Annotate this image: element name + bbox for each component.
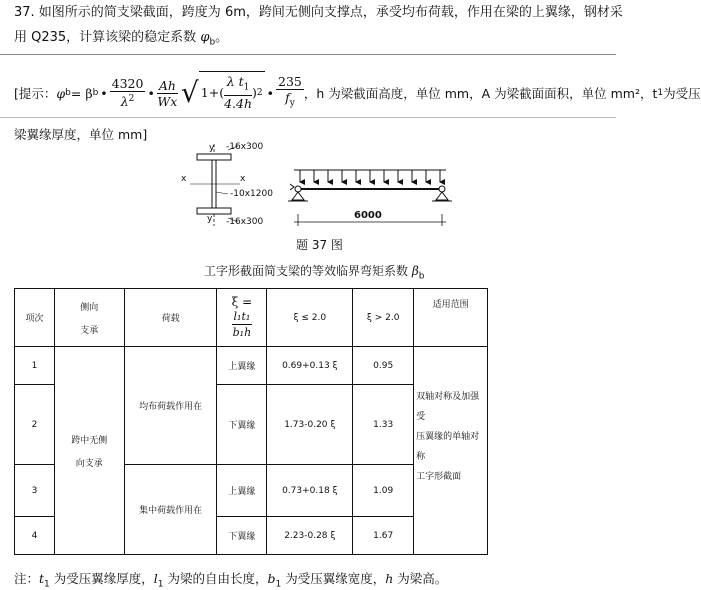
label-bottom-flange: -16x300 [226, 217, 264, 227]
question-line-1: 37. 如图所示的简支梁截面，跨度为 6m，跨间无侧向支撑点，承受均布荷载，作用在梁的上翼缘，钢材采 [14, 5, 623, 20]
fraction-235-fy: $\frac{235}{f_y}$ [278, 74, 302, 109]
label-top-flange: -16x300 [226, 142, 264, 152]
span-label: 6000 [354, 210, 382, 221]
beta-table [14, 288, 488, 555]
fraction-lambda-t: $\frac{\lambda t_1}{4.4h}$ [224, 73, 253, 112]
axis-label-x-right: x [240, 174, 246, 184]
table-row: 3 集中荷载作用在 上翼缘 0.73+0.18 ξ 1.09 [15, 465, 488, 517]
phi-symbol: φ [200, 30, 210, 45]
question-line-2: 用 Q235，计算该梁的稳定系数 $\varphi_b$。 [14, 30, 229, 48]
hint-line-2: 梁翼缘厚度，单位 mm] [14, 127, 148, 142]
i-section-figure [170, 142, 280, 228]
fraction-4320: $\frac{4320}{\lambda^2}$ [111, 76, 144, 110]
divider-hint [0, 117, 616, 118]
header-support: 侧向 支承 [54, 289, 124, 347]
scope-cell: 双轴对称及加强受 压翼缘的单轴对称 工字形截面 [414, 347, 488, 555]
load-uniform-cell: 均布荷载作用在 [124, 347, 217, 465]
divider-top [0, 54, 616, 55]
figure-caption: 题 37 图 [296, 238, 343, 252]
sqrt-body: 1+( $\frac{\lambda t_1}{4.4h}$ ) 2 [199, 71, 265, 112]
table-row: 1 跨中无侧 向支承 均布荷载作用在 上翼缘 0.69+0.13 ξ 0.95 双轴对称及加强受 压翼缘的单轴对称 工字形截面 [15, 347, 488, 385]
support-cell: 跨中无侧 向支承 [54, 347, 124, 555]
table-header-row [15, 289, 488, 347]
label-web: -10x1200 [230, 189, 273, 199]
axis-label-y-bottom: y [207, 214, 213, 224]
header-xi-le: ξ ≤ 2.0 [267, 289, 353, 347]
table-row: 2 下翼缘 1.73-0.20 ξ 1.33 [15, 385, 488, 465]
sqrt-icon: √ [180, 76, 199, 109]
load-point-cell: 集中荷载作用在 [124, 465, 217, 555]
header-load: 荷载 [124, 289, 217, 347]
header-xi: ξ = $\frac{\text{l₁t₁}}{\text{b₁h}}$ [217, 289, 267, 347]
table-title: 工字形截面简支梁的等效临界弯矩系数 $\beta_b$ [204, 264, 425, 282]
header-xi-gt: ξ > 2.0 [353, 289, 414, 347]
table-note: 注：$t_1$ 为受压翼缘厚度，$l_1$ 为梁的自由长度，$b_1$ 为受压翼缘宽度，h 为梁高。 [14, 571, 448, 590]
axis-label-y-top: y [209, 143, 215, 153]
fraction-ah-wx: $\frac{Ah}{Wx}$ [157, 77, 178, 109]
hint-formula: [提示： φ b = β b • $\frac{4320}{\lambda^2}$ • $\frac{Ah}{Wx}$ √ 1+( $\frac{\lambda t_1}{4.4h}$ ) 2 • $\frac{235}{f_y}$ ，h 为梁截面高度，单位 mm，A 为梁截面面积，单位 mm²，t 1 为受压 [14, 70, 701, 116]
table-row: 4 下翼缘 2.23-0.28 ξ 1.67 [15, 517, 488, 555]
axis-label-x-left: x [181, 174, 187, 184]
header-item: 项次 [15, 289, 55, 347]
header-scope: 适用范围 [414, 289, 488, 347]
